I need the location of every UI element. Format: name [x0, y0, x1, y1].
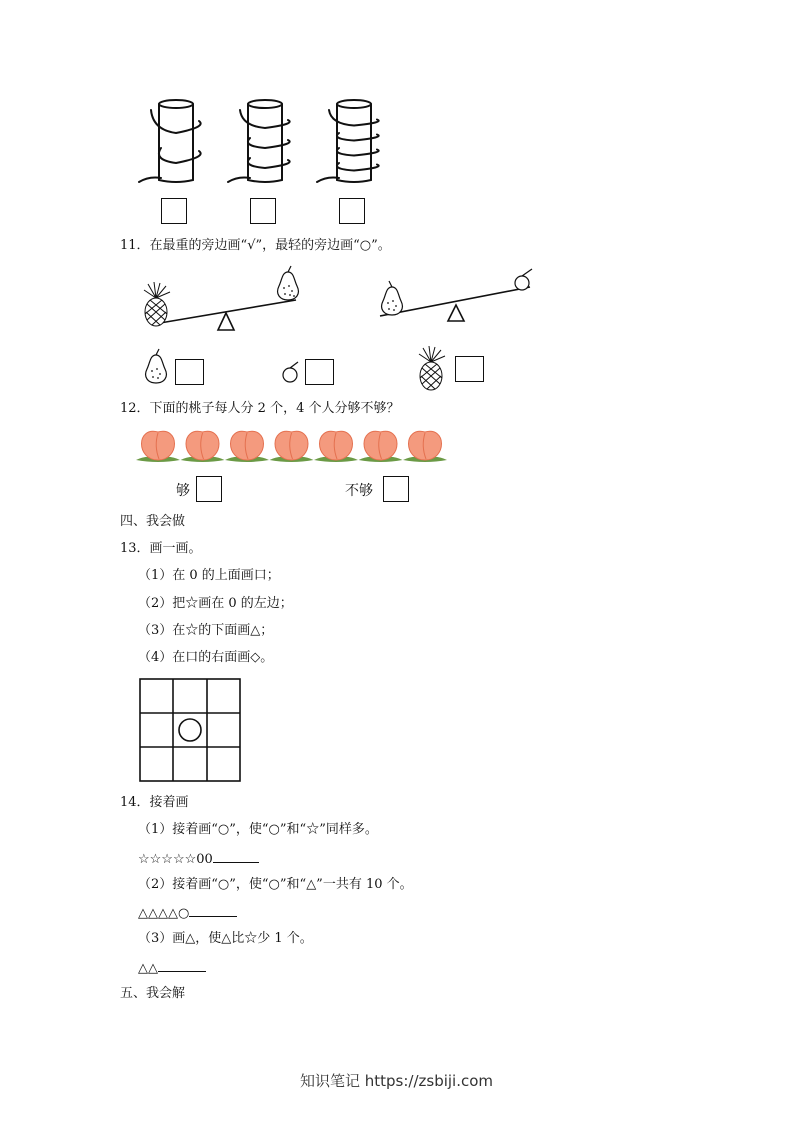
spool-answer-box-3[interactable] [339, 198, 365, 224]
spool-answer-box-1[interactable] [161, 198, 187, 224]
q14-prompt: 14．接着画 [120, 795, 189, 810]
q13-step-1: （1）在 0 的上面画口； [138, 568, 280, 583]
q14-part-3-line [138, 959, 206, 977]
pineapple-answer-box[interactable] [455, 356, 484, 382]
option-not-enough-label: 不够 [345, 483, 373, 499]
peach-icon [270, 431, 314, 462]
q12-prompt: 12．下面的桃子每人分 2 个，4 个人分够不够？ [120, 401, 400, 416]
pineapple-icon [138, 280, 178, 330]
q13-prompt: 13．画一画。 [120, 541, 202, 556]
peach-icon [225, 431, 269, 462]
cherry-icon [280, 360, 304, 386]
q13-step-2: （2）把☆画在 0 的左边； [138, 596, 293, 611]
q14-part-3-instruction: （3）画△，使△比☆少 1 个。 [138, 931, 313, 946]
q14-part-2-line [138, 904, 237, 922]
grid-circle-zero [179, 719, 201, 741]
cherry-icon [512, 268, 536, 294]
peach-icon [403, 431, 447, 462]
rope [317, 110, 379, 182]
spool-4-turns [317, 100, 379, 182]
q14-part-3-given: △△ [138, 961, 158, 976]
q14-part-2-blank[interactable] [189, 904, 237, 917]
option-enough-label: 够 [176, 483, 190, 499]
q14-part-1-instruction: （1）接着画“○”，使“○”和“☆”同样多。 [138, 822, 378, 837]
q13-step-4: （4）在口的右面画◇。 [138, 650, 274, 665]
spool-2-turns [139, 100, 201, 182]
q14-part-2-instruction: （2）接着画“○”，使“○”和“△”一共有 10 个。 [138, 877, 413, 892]
drawing-grid[interactable] [139, 678, 243, 784]
peach-icon [359, 431, 403, 462]
peach-icon [136, 431, 180, 462]
peach-icon [181, 431, 225, 462]
cherry-answer-box[interactable] [305, 359, 334, 385]
q14-part-1-line [138, 850, 259, 868]
rope [228, 110, 290, 182]
peach-icon [314, 431, 358, 462]
rope [139, 110, 201, 182]
footer-watermark: 知识笔记 https://zsbiji.com [299, 1072, 494, 1090]
spool-answer-box-2[interactable] [250, 198, 276, 224]
section-5-title: 五、我会解 [120, 986, 186, 1001]
peaches-row [136, 426, 456, 466]
spool-3-turns [228, 100, 290, 182]
section-4-title: 四、我会做 [120, 514, 186, 529]
enough-answer-box[interactable] [196, 476, 222, 502]
pineapple-icon [413, 344, 453, 394]
q14-part-3-blank[interactable] [158, 959, 206, 972]
q14-part-1-given: ☆☆☆☆☆00 [138, 852, 213, 867]
q14-part-1-blank[interactable] [213, 850, 259, 863]
q11-prompt: 11．在最重的旁边画“√”，最轻的旁边画“○”。 [120, 238, 391, 253]
pear-icon [376, 279, 408, 319]
pear-answer-box[interactable] [175, 359, 204, 385]
pear-icon [140, 347, 172, 387]
pear-icon [272, 264, 304, 304]
q14-part-2-given: △△△△○ [138, 906, 190, 921]
q13-step-3: （3）在☆的下面画△； [138, 623, 274, 638]
not-enough-answer-box[interactable] [383, 476, 409, 502]
